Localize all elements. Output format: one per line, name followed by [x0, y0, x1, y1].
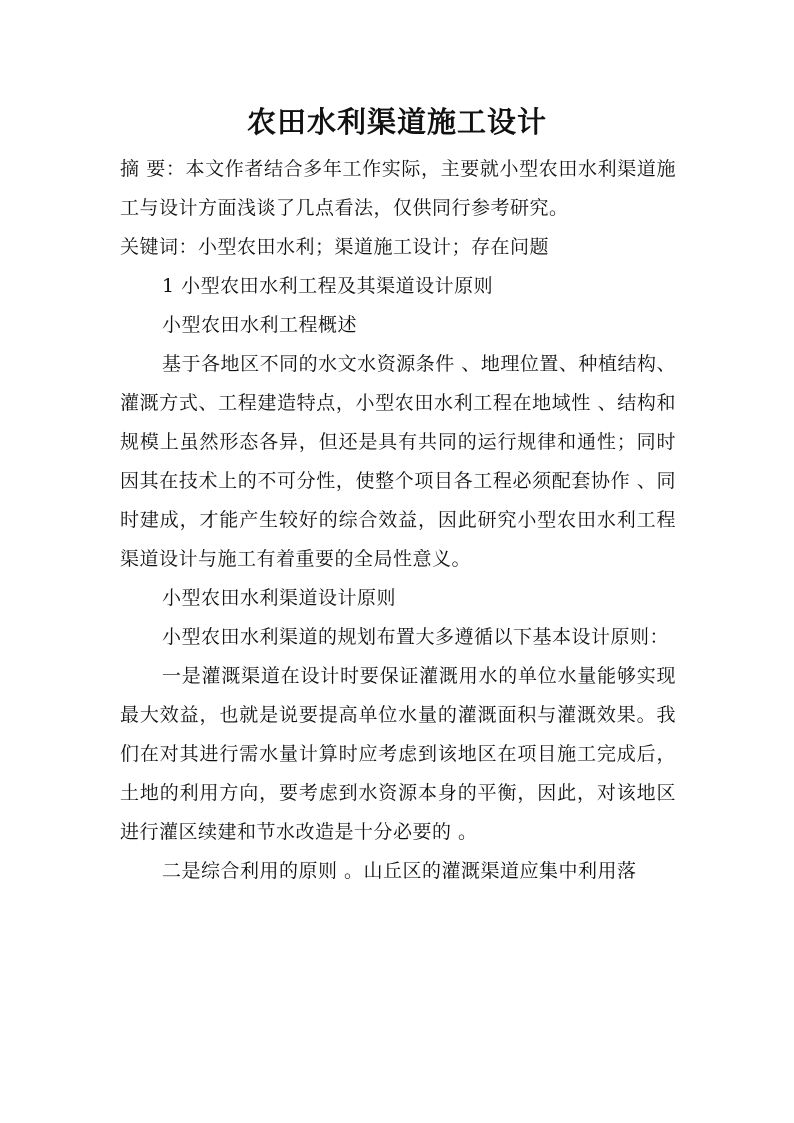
abstract — [120, 150, 676, 228]
abstract-text: 本文作者结合多年工作实际，主要就小型农田水利渠道施工与设计方面浅谈了几点看法，仅供同行参考研究。 — [120, 158, 676, 219]
paragraph-principles-intro: 小型农田水利渠道的规划布置大多遵循以下基本设计原则： — [162, 626, 670, 648]
paragraph-principle-one: 一是灌溉渠道在设计时要保证灌溉用水的单位水量能够实现最大效益，也就是说要提高单位水量的灌溉面积与灌溉效果。我们在对其进行需水量计算时应考虑到该地区在项目施工完成后，土地的利用方向，要考虑到水资源本身的平衡，因此，对该地区进行灌区续建和节水改造是十分必要的 。 — [120, 665, 676, 843]
document-title: 农田水利渠道施工设计 — [246, 105, 547, 139]
keywords — [120, 228, 676, 267]
abstract-label: 摘 要： — [120, 158, 186, 180]
section-heading: 1 小型农田水利工程及其渠道设计原则 — [162, 275, 494, 297]
keywords-text: 小型农田水利；渠道施工设计；存在问题 — [198, 236, 550, 258]
paragraph-principle-two: 二是综合利用的原则 。山丘区的灌溉渠道应集中利用落 — [162, 860, 637, 882]
subsection-heading-overview: 小型农田水利工程概述 — [162, 314, 358, 336]
keywords-label: 关键词： — [120, 236, 199, 258]
paragraph-overview: 基于各地区不同的水文水资源条件 、地理位置、种植结构、灌溉方式、工程建造特点，小型农田水利工程在地域性 、结构和规模上虽然形态各异，但还是具有共同的运行规律和通性；同时因其在技术上的不可分性，使整个项目各工程必须配套协作 、同时建成，才能产生较好的综合效益，因此研究小型农田水利工程渠道设计与施工有着重要的全局性意义。 — [120, 353, 676, 570]
subsection-heading-principles: 小型农田水利渠道设计原则 — [162, 587, 397, 609]
document-body — [120, 150, 676, 891]
